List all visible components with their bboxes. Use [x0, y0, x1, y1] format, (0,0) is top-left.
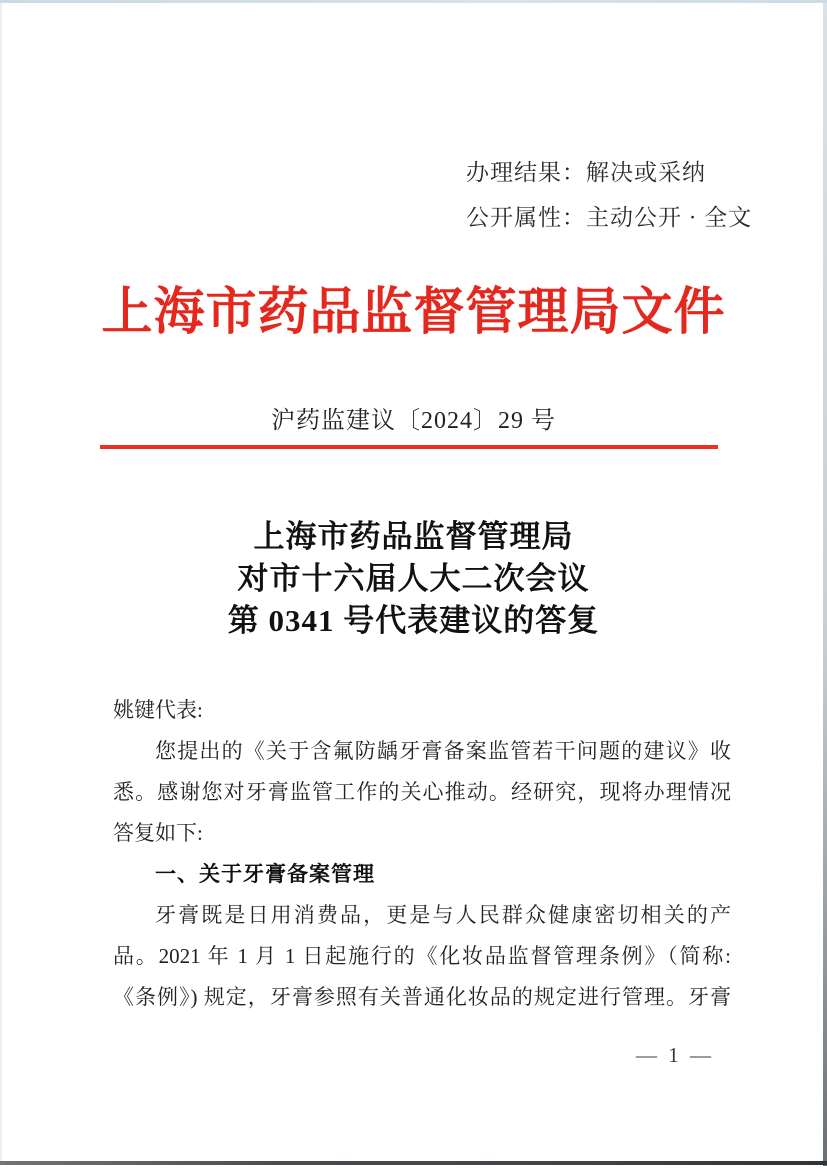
paragraph1-line3: 答复如下:: [113, 821, 203, 845]
paragraph1-line1: 您提出的《关于含氟防龋牙膏备案监管若干问题的建议》收: [155, 739, 731, 763]
admin-info-block: [466, 150, 752, 240]
disclosure-attribute-line: 公开属性：主动公开 · 全文: [466, 205, 753, 230]
section1-heading: 一、关于牙膏备案管理: [155, 863, 375, 886]
agency-masthead-title: 上海市药品监督管理局文件: [101, 285, 726, 341]
document-reference-number: 沪药监建议〔2024〕29 号: [271, 408, 556, 434]
scan-edge-bottom: [0, 1161, 827, 1165]
letter-body: [113, 690, 731, 1018]
salutation-line: 姚键代表:: [113, 698, 203, 722]
document-title: [0, 516, 827, 642]
document-title-line2: 对市十六届人大二次会议: [237, 561, 590, 596]
handling-result-line: 办理结果：解决或采纳: [466, 160, 706, 185]
paragraph2-line2: 品。2021 年 1 月 1 日起施行的《化妆品监督管理条例》（简称:: [113, 944, 731, 968]
document-title-line3: 第 0341 号代表建议的答复: [227, 603, 600, 638]
red-divider-rule: [100, 445, 718, 449]
paragraph2-line1: 牙膏既是日用消费品，更是与人民群众健康密切相关的产: [155, 903, 731, 927]
document-title-line1: 上海市药品监督管理局: [253, 519, 574, 554]
paragraph2-line3: 《条例》) 规定，牙膏参照有关普通化妆品的规定进行管理。牙膏: [113, 985, 731, 1009]
page-number: — 1 —: [636, 1043, 714, 1067]
paragraph1-line2: 悉。感谢您对牙膏监管工作的关心推动。经研究，现将办理情况: [113, 780, 731, 804]
scan-edge-top: [0, 0, 827, 3]
